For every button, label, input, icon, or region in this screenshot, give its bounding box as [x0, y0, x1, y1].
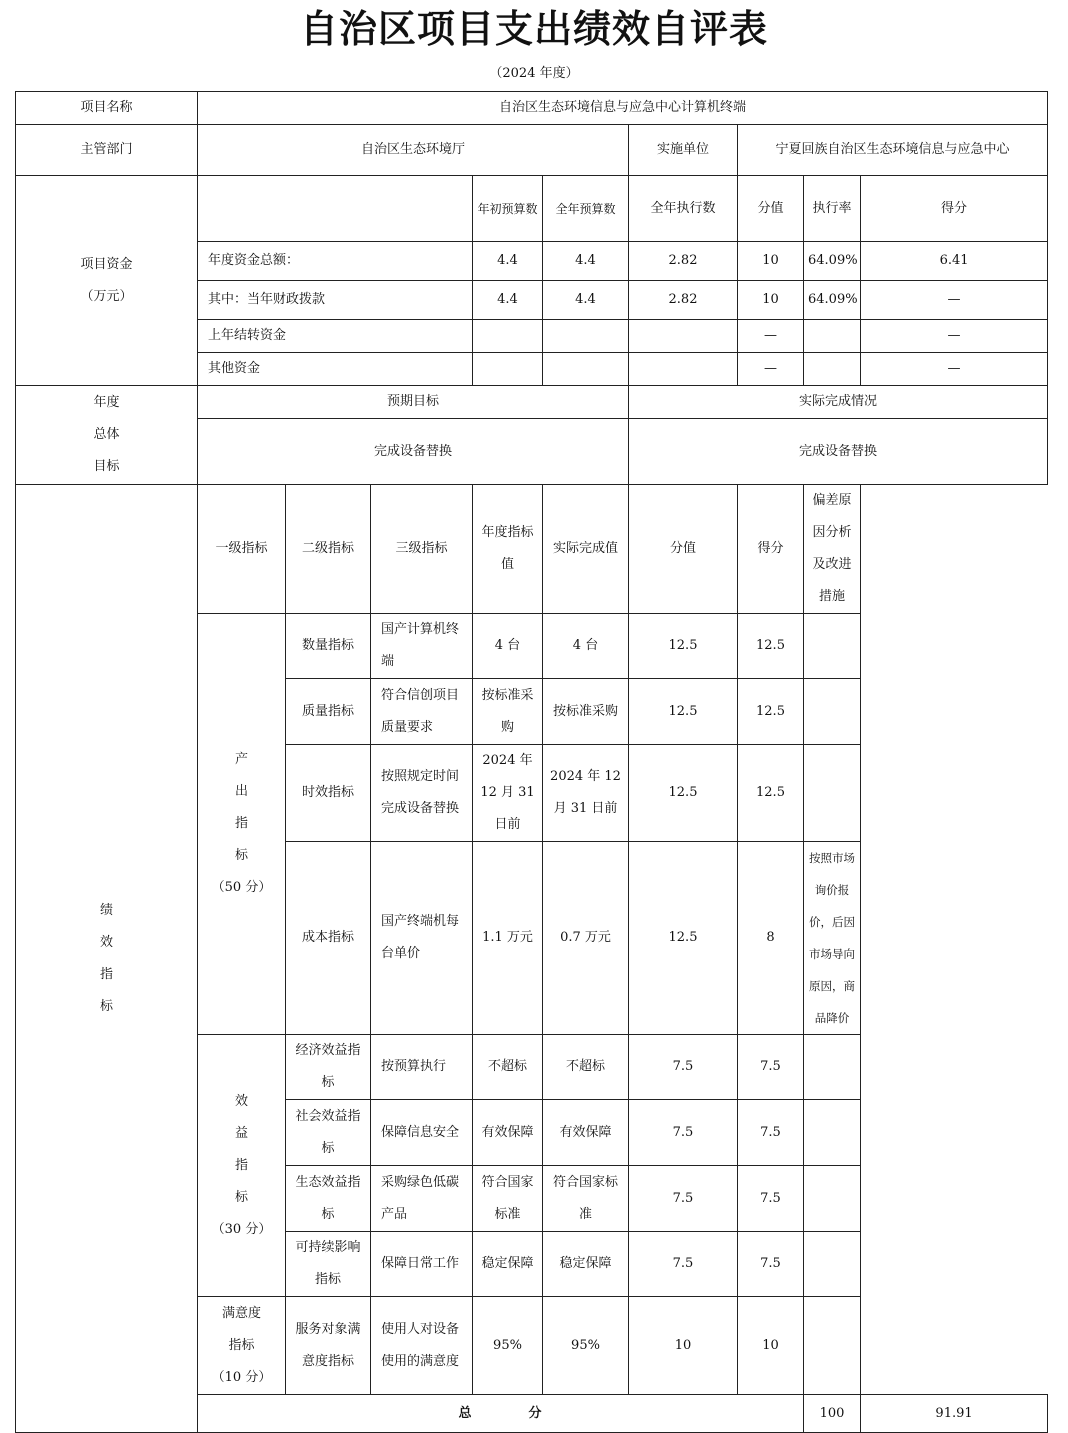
row-score: 7.5 — [738, 1100, 804, 1166]
funds-row-score: — — [861, 353, 1048, 386]
row-score: 8 — [738, 842, 804, 1035]
row-score: 12.5 — [738, 745, 804, 842]
total-score-value: 100 — [804, 1395, 861, 1433]
funds-row-name: 上年结转资金 — [198, 320, 473, 353]
funds-header-executed: 全年执行数 — [629, 176, 738, 242]
project-name-value: 自治区生态环境信息与应急中心计算机终端 — [198, 92, 1048, 125]
row-target: 稳定保障 — [473, 1232, 543, 1297]
row-target: 按标准采购 — [473, 679, 543, 745]
satisfaction-label-score: （10 分） — [211, 1369, 272, 1385]
row-score-value: 7.5 — [629, 1166, 738, 1232]
header-analysis — [804, 485, 861, 614]
funds-header-score-value: 分值 — [738, 176, 804, 242]
row-actual: 按标准采购 — [543, 679, 629, 745]
indicators-label-char: 效 — [99, 934, 113, 950]
funds-row-score-value: 10 — [738, 242, 804, 281]
row-score: 12.5 — [738, 679, 804, 745]
dept-value: 自治区生态环境厅 — [198, 125, 629, 176]
row-score: 7.5 — [738, 1035, 804, 1100]
row-score: 7.5 — [738, 1166, 804, 1232]
year-label: （2024 年度） — [489, 66, 579, 81]
output-label-char: 指 — [234, 816, 248, 831]
satisfaction-indicator-label — [198, 1297, 286, 1395]
funds-row-score: — — [861, 320, 1048, 353]
impl-label: 实施单位 — [629, 125, 738, 176]
output-label-char: 标 — [234, 848, 248, 863]
funds-row-score-value: — — [738, 353, 804, 386]
row-actual: 有效保障 — [543, 1100, 629, 1166]
row-score-value: 10 — [629, 1297, 738, 1395]
row-analysis — [804, 1035, 861, 1100]
funds-row-name: 年度资金总额： — [198, 242, 473, 281]
row-analysis — [804, 745, 861, 842]
benefit-label-score: （30 分） — [211, 1221, 272, 1237]
row-score-value: 12.5 — [629, 679, 738, 745]
row-actual: 不超标 — [543, 1035, 629, 1100]
row-score-value: 7.5 — [629, 1232, 738, 1297]
header-analysis-line2: 及改进措施 — [812, 557, 852, 604]
row-analysis — [804, 1166, 861, 1232]
funds-row-annual — [543, 320, 629, 353]
funds-header-annual: 全年预算数 — [543, 176, 629, 242]
goals-expected-value: 完成设备替换 — [198, 419, 629, 485]
row-level3: 按预算执行 — [371, 1035, 473, 1100]
project-name-label: 项目名称 — [16, 92, 198, 125]
funds-row-initial: 4.4 — [473, 242, 543, 281]
header-score-value: 分值 — [629, 485, 738, 614]
total-label-text: 总 分 — [458, 1405, 543, 1421]
header-level3: 三级指标 — [371, 485, 473, 614]
output-label-char: 产 — [234, 752, 248, 767]
row-analysis — [804, 679, 861, 745]
output-label-char: 出 — [234, 784, 248, 799]
funds-row-score: — — [861, 281, 1048, 320]
row-level3: 国产终端机每台单价 — [371, 842, 473, 1035]
funds-row-score-value: 10 — [738, 281, 804, 320]
indicators-label-char: 绩 — [99, 902, 113, 918]
row-target: 有效保障 — [473, 1100, 543, 1166]
goals-actual-value: 完成设备替换 — [629, 419, 1048, 485]
output-label-score: （50 分） — [211, 880, 272, 895]
header-analysis-line1: 偏差原因分析 — [812, 493, 852, 540]
funds-label-line2: （万元） — [80, 288, 133, 304]
dept-label: 主管部门 — [16, 125, 198, 176]
row-actual: 95% — [543, 1297, 629, 1395]
row-level2: 可持续影响指标 — [286, 1232, 371, 1297]
row-actual: 2024 年 12 月 31 日前 — [543, 745, 629, 842]
benefit-label-char: 效 — [234, 1093, 248, 1109]
row-level2: 数量指标 — [286, 614, 371, 679]
funds-row-executed: 2.82 — [629, 281, 738, 320]
funds-header-blank — [198, 176, 473, 242]
row-level3: 采购绿色低碳产品 — [371, 1166, 473, 1232]
funds-row-initial — [473, 320, 543, 353]
row-score-value: 12.5 — [629, 842, 738, 1035]
row-target: 不超标 — [473, 1035, 543, 1100]
row-level3: 符合信创项目质量要求 — [371, 679, 473, 745]
funds-row-executed: 2.82 — [629, 242, 738, 281]
row-level3: 保障日常工作 — [371, 1232, 473, 1297]
funds-row-rate — [804, 353, 861, 386]
funds-row-name: 其中：当年财政拨款 — [198, 281, 473, 320]
row-score: 10 — [738, 1297, 804, 1395]
row-level2: 质量指标 — [286, 679, 371, 745]
indicators-label-char: 指 — [99, 966, 113, 982]
funds-row-score: 6.41 — [861, 242, 1048, 281]
row-score: 7.5 — [738, 1232, 804, 1297]
goals-actual-header: 实际完成情况 — [629, 386, 1048, 419]
row-analysis: 按照市场询价报价，后因市场导向原因，商品降价 — [804, 842, 861, 1035]
indicators-label — [16, 485, 198, 1433]
funds-row-initial: 4.4 — [473, 281, 543, 320]
impl-value: 宁夏回族自治区生态环境信息与应急中心 — [738, 125, 1048, 176]
row-score-value: 7.5 — [629, 1035, 738, 1100]
funds-label — [16, 176, 198, 386]
funds-row-rate — [804, 320, 861, 353]
row-level3: 国产计算机终端 — [371, 614, 473, 679]
goals-label-char: 年度 — [93, 395, 120, 410]
satisfaction-label-line: 满意度 — [221, 1305, 261, 1321]
total-score: 91.91 — [861, 1395, 1048, 1433]
row-score-value: 12.5 — [629, 745, 738, 842]
row-level3: 使用人对设备使用的满意度 — [371, 1297, 473, 1395]
benefit-label-char: 指 — [234, 1157, 248, 1173]
funds-row-initial — [473, 353, 543, 386]
funds-row-annual: 4.4 — [543, 242, 629, 281]
row-score-value: 7.5 — [629, 1100, 738, 1166]
funds-row-annual: 4.4 — [543, 281, 629, 320]
header-actual: 实际完成值 — [543, 485, 629, 614]
funds-row-executed — [629, 353, 738, 386]
row-analysis — [804, 614, 861, 679]
row-analysis — [804, 1297, 861, 1395]
benefit-label-char: 标 — [234, 1189, 248, 1205]
funds-row-name: 其他资金 — [198, 353, 473, 386]
row-target: 4 台 — [473, 614, 543, 679]
output-indicator-label — [198, 614, 286, 1035]
funds-header-rate: 执行率 — [804, 176, 861, 242]
benefit-indicator-label — [198, 1035, 286, 1297]
goals-label — [16, 386, 198, 485]
performance-table — [15, 91, 1048, 1433]
row-analysis — [804, 1100, 861, 1166]
row-level3: 按照规定时间完成设备替换 — [371, 745, 473, 842]
row-actual: 符合国家标准 — [543, 1166, 629, 1232]
header-score: 得分 — [738, 485, 804, 614]
page-title: 自治区项目支出绩效自评表 — [299, 7, 768, 51]
row-score: 12.5 — [738, 614, 804, 679]
funds-header-initial: 年初预算数 — [473, 176, 543, 242]
row-actual: 0.7 万元 — [543, 842, 629, 1035]
header-level2: 二级指标 — [286, 485, 371, 614]
funds-row-annual — [543, 353, 629, 386]
goals-label-char: 目标 — [93, 459, 120, 474]
funds-label-line1: 项目资金 — [80, 256, 133, 272]
row-actual: 4 台 — [543, 614, 629, 679]
funds-header-score: 得分 — [861, 176, 1048, 242]
funds-row-rate: 64.09% — [804, 281, 861, 320]
goals-label-char: 总体 — [93, 427, 120, 442]
row-target: 符合国家标准 — [473, 1166, 543, 1232]
goals-expected-header: 预期目标 — [198, 386, 629, 419]
row-level2: 服务对象满意度指标 — [286, 1297, 371, 1395]
benefit-label-char: 益 — [234, 1125, 248, 1141]
row-level2: 时效指标 — [286, 745, 371, 842]
row-score-value: 12.5 — [629, 614, 738, 679]
row-target: 95% — [473, 1297, 543, 1395]
row-level3: 保障信息安全 — [371, 1100, 473, 1166]
funds-row-rate: 64.09% — [804, 242, 861, 281]
funds-row-score-value: — — [738, 320, 804, 353]
header-target: 年度指标值 — [473, 485, 543, 614]
row-level2: 社会效益指标 — [286, 1100, 371, 1166]
row-actual: 稳定保障 — [543, 1232, 629, 1297]
row-level2: 成本指标 — [286, 842, 371, 1035]
row-level2: 经济效益指标 — [286, 1035, 371, 1100]
header-level1: 一级指标 — [198, 485, 286, 614]
funds-row-executed — [629, 320, 738, 353]
row-level2: 生态效益指标 — [286, 1166, 371, 1232]
satisfaction-label-line: 指标 — [228, 1337, 255, 1353]
indicators-label-char: 标 — [99, 998, 113, 1014]
total-label — [198, 1395, 804, 1433]
row-analysis — [804, 1232, 861, 1297]
row-target: 1.1 万元 — [473, 842, 543, 1035]
row-target: 2024 年 12 月 31 日前 — [473, 745, 543, 842]
